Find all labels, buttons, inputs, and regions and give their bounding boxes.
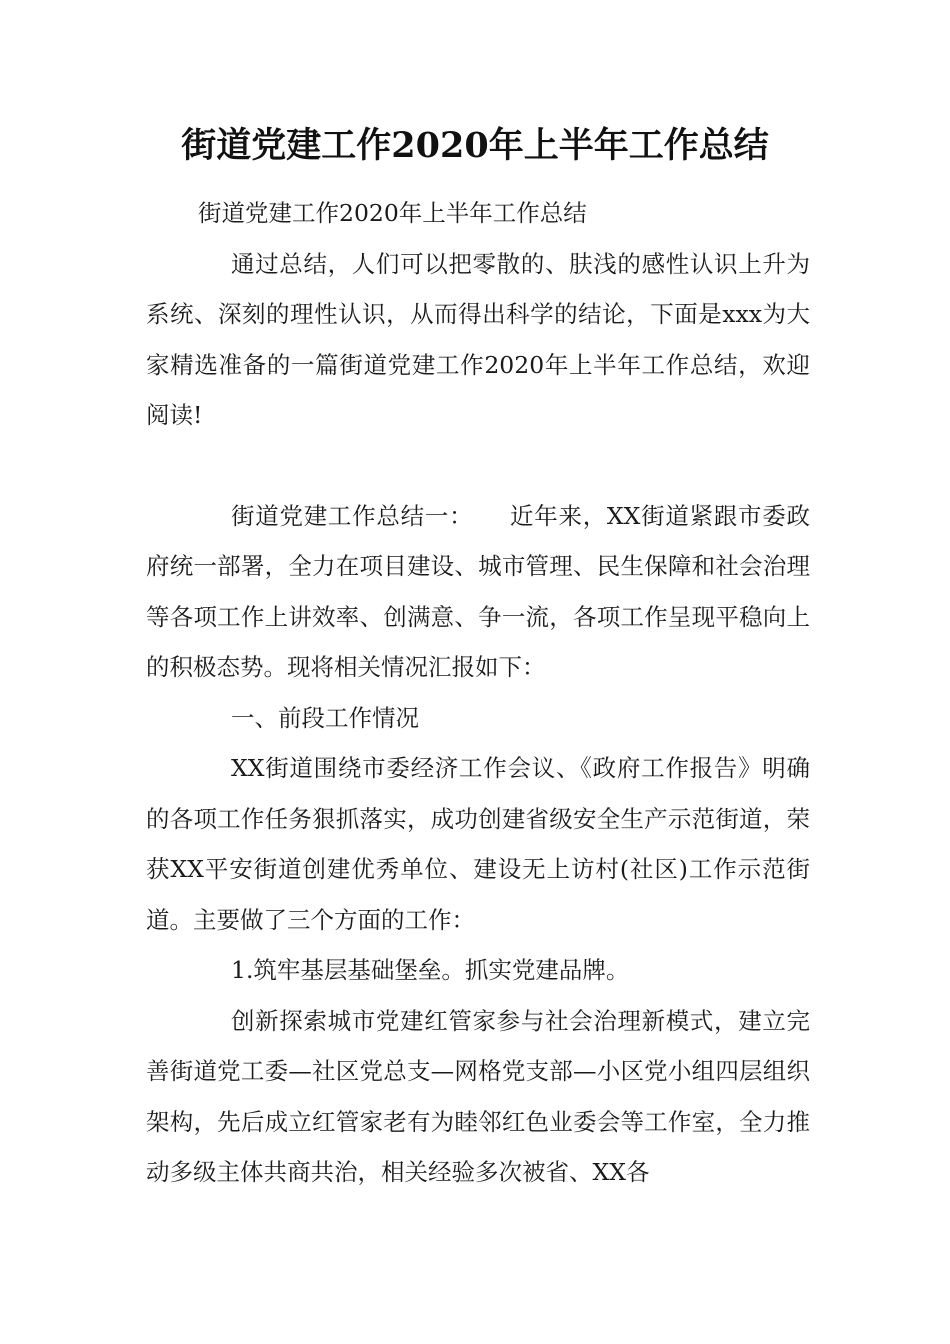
- paragraph-subtitle: 街道党建工作2020年上半年工作总结: [198, 199, 587, 227]
- paragraph-summary-one: 街道党建工作总结一： 近年来，XX街道紧跟市委政府统一部署，全力在项目建设、城市管理、民生保障和社会治理等各项工作上讲效率、创满意、争一流，各项工作呈现平稳向上的积极态势。现将相关情况汇报如下：: [146, 501, 810, 681]
- subheading-grassroots: 1.筑牢基层基础堡垒。抓实党建品牌。: [231, 956, 630, 984]
- document-title: 街道党建工作2020年上半年工作总结: [181, 125, 769, 166]
- document-body: [146, 188, 810, 1198]
- paragraph-intro: 通过总结，人们可以把零散的、肤浅的感性认识上升为系统、深刻的理性认识，从而得出科学的结论，下面是xxx为大家精选准备的一篇街道党建工作2020年上半年工作总结，欢迎阅读!: [146, 249, 810, 429]
- paragraph-spacer: [146, 441, 810, 491]
- paragraph-party-building: 创新探索城市党建红管家参与社会治理新模式，建立完善街道党工委—社区党总支—网格党支部—小区党小组四层组织架构，先后成立红管家老有为睦邻红色业委会等工作室，全力推动多级主体共商共治，相关经验多次被省、XX各: [146, 1006, 810, 1186]
- section-heading-previous-work: 一、前段工作情况: [231, 703, 419, 732]
- paragraph-work-overview: XX街道围绕市委经济工作会议、《政府工作报告》明确的各项工作任务狠抓落实，成功创建省级安全生产示范街道，荣获XX平安街道创建优秀单位、建设无上访村(社区)工作示范街道。主要做了三个方面的工作：: [146, 754, 810, 934]
